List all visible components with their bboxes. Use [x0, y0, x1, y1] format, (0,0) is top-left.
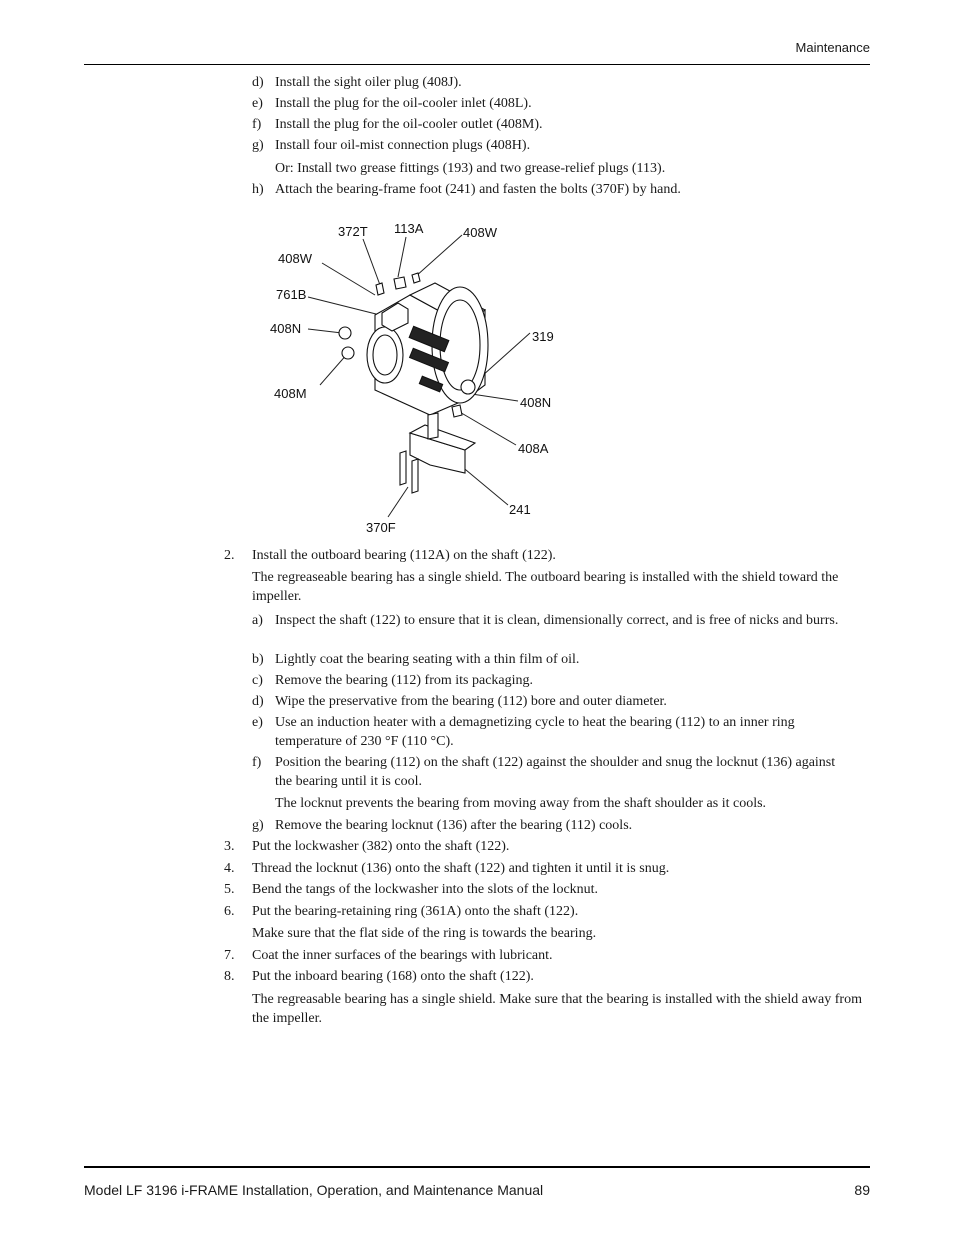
step-marker: h): [252, 182, 264, 197]
step-text: Install the plug for the oil-cooler inlet (408L).: [275, 96, 532, 111]
callout-label: 370F: [366, 520, 396, 535]
step-text: Put the lockwasher (382) onto the shaft (122).: [252, 839, 510, 854]
step-text: Inspect the shaft (122) to ensure that it is clean, dimensionally correct, and is free of nicks and burrs.: [275, 613, 839, 628]
step-text: Remove the bearing locknut (136) after the bearing (112) cools.: [275, 818, 633, 833]
step-marker: c): [252, 673, 263, 688]
step-text: Position the bearing (112) on the shaft (122) against the shoulder and snug the locknut (136) against the bearing until it is cool.: [275, 755, 836, 789]
step-marker: a): [252, 613, 263, 628]
callout-label: 408A: [518, 441, 549, 456]
callout-label: 408W: [463, 225, 497, 240]
callout-label: 408W: [278, 251, 312, 266]
step-text: Thread the locknut (136) onto the shaft (122) and tighten it until it is snug.: [252, 861, 670, 876]
step-text: Attach the bearing-frame foot (241) and fasten the bolts (370F) by hand.: [275, 182, 681, 197]
step-text: Install the sight oiler plug (408J).: [275, 75, 462, 90]
step-number: 2.: [224, 548, 235, 563]
manual-title: Model LF 3196 i-FRAME Installation, Operation, and Maintenance Manual: [84, 1182, 544, 1198]
bearing-frame-exploded-figure: [260, 215, 560, 540]
step-marker: f): [252, 117, 262, 132]
step-number: 5.: [224, 882, 235, 897]
step-text: Bend the tangs of the lockwasher into the slots of the locknut.: [252, 882, 599, 897]
step-marker: e): [252, 715, 263, 730]
step-text: Use an induction heater with a demagnetizing cycle to heat the bearing (112) to an inner ring temperature of 230 °F (110 °C).: [275, 715, 795, 749]
callout-label: 372T: [338, 224, 368, 239]
step-text: Wipe the preservative from the bearing (112) bore and outer diameter.: [275, 694, 667, 709]
callout-label: 761B: [276, 287, 307, 302]
step-marker: b): [252, 652, 264, 667]
step-marker: d): [252, 75, 264, 90]
step-text: Install the outboard bearing (112A) on the shaft (122).: [252, 548, 556, 563]
step-text: Make sure that the flat side of the ring is towards the bearing.: [252, 926, 597, 941]
step-marker: g): [252, 818, 264, 833]
step-marker: f): [252, 755, 262, 770]
callout-label: 241: [509, 502, 531, 517]
section-title: Maintenance: [795, 40, 870, 55]
step-text: Or: Install two grease fittings (193) and two grease-relief plugs (113).: [275, 161, 666, 176]
step-marker: e): [252, 96, 263, 111]
step-note: The regreaseable bearing has a single shield. The outboard bearing is installed with the shield toward the impeller.: [252, 570, 839, 604]
step-text: The locknut prevents the bearing from moving away from the shaft shoulder as it cools.: [275, 796, 767, 811]
step-number: 6.: [224, 904, 235, 919]
callout-label: 408N: [270, 321, 302, 336]
step-number: 3.: [224, 839, 235, 854]
step-text: Remove the bearing (112) from its packaging.: [275, 673, 534, 688]
step-text: Coat the inner surfaces of the bearings with lubricant.: [252, 948, 553, 963]
step-marker: g): [252, 138, 264, 153]
step-note: The regreasable bearing has a single shield. Make sure that the bearing is installed with the shield away from the impeller.: [252, 992, 862, 1026]
step-marker: d): [252, 694, 264, 709]
callout-label: 319: [532, 329, 554, 344]
step-text: Put the bearing-retaining ring (361A) onto the shaft (122).: [252, 904, 579, 919]
page-number: 89: [854, 1182, 870, 1198]
step-text: Install four oil-mist connection plugs (408H).: [275, 138, 531, 153]
page-header: [84, 40, 870, 65]
step-text: Install the plug for the oil-cooler outlet (408M).: [275, 117, 543, 132]
step-number: 4.: [224, 861, 235, 876]
callout-label: 408N: [520, 395, 552, 410]
step-text: Put the inboard bearing (168) onto the shaft (122).: [252, 969, 534, 984]
step-number: 7.: [224, 948, 235, 963]
step-text: Lightly coat the bearing seating with a thin film of oil.: [275, 652, 580, 667]
callout-label: 408M: [274, 386, 307, 401]
callout-label: 113A: [394, 221, 424, 236]
step-number: 8.: [224, 969, 235, 984]
page-footer: [84, 1166, 870, 1198]
